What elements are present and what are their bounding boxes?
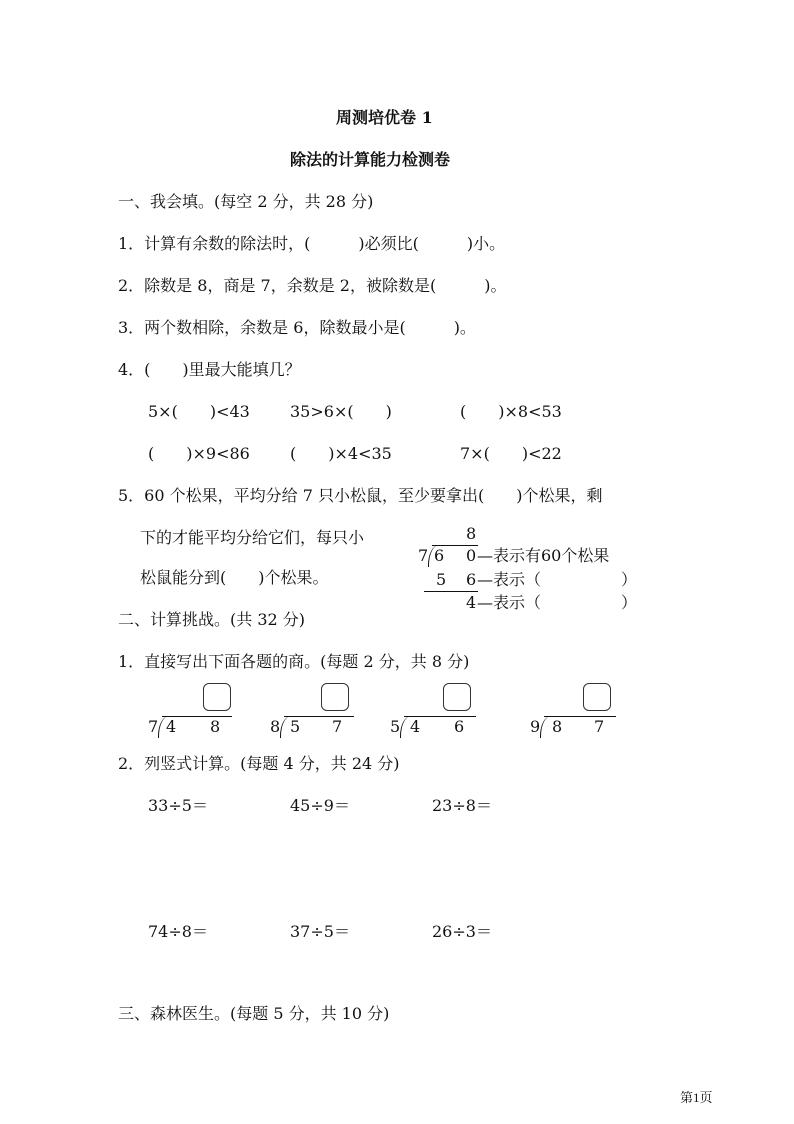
division-remainder: 4	[466, 593, 477, 612]
dividend-ones: 7	[594, 717, 605, 736]
section-2-heading: 二、计算挑战。(共 32 分)	[118, 610, 306, 629]
divisor: 8	[270, 717, 281, 736]
question-1-5-line1: 5．60 个松果，平均分给 7 只小松鼠，至少要拿出( )个松果，剩	[118, 486, 603, 505]
page-number: 第1页	[680, 1090, 713, 1105]
product-ones: 6	[466, 570, 477, 589]
question-2-2-stem: 2．列竖式计算。(每题 4 分，共 24 分)	[118, 754, 400, 773]
inequality-1: 5×( )<43	[148, 402, 250, 421]
page-subtitle: 除法的计算能力检测卷	[290, 150, 451, 169]
vertical-calc-1: 33÷5＝	[148, 796, 208, 815]
question-1-1: 1．计算有余数的除法时，( )必须比( )小。	[118, 234, 506, 253]
answer-box-3[interactable]	[443, 683, 471, 711]
inequality-2: 35>6×( )	[290, 402, 392, 421]
divisor: 5	[390, 717, 401, 736]
dividend-tens: 5	[290, 717, 301, 736]
dividend-ones: 8	[210, 717, 221, 736]
section-3-heading: 三、森林医生。(每题 5 分，共 10 分)	[118, 1004, 390, 1023]
question-1-2: 2．除数是 8，商是 7，余数是 2，被除数是( )。	[118, 276, 507, 295]
question-2-1-stem: 1．直接写出下面各题的商。(每题 2 分，共 8 分)	[118, 652, 470, 671]
answer-box-2[interactable]	[321, 683, 349, 711]
page-title: 周测培优卷 1	[336, 108, 433, 127]
division-label-2: —表示（ ）	[477, 570, 638, 589]
product-tens: 5	[436, 570, 447, 589]
dividend-ones: 7	[332, 717, 343, 736]
vertical-calc-2: 45÷9＝	[290, 796, 350, 815]
answer-box-4[interactable]	[583, 683, 611, 711]
division-label-1: —表示有60个松果	[477, 546, 610, 565]
dividend-tens: 4	[410, 717, 421, 736]
inequality-6: 7×( )<22	[460, 444, 562, 463]
question-1-4-stem: 4．( )里最大能填几？	[118, 360, 301, 379]
division-bracket	[540, 716, 551, 738]
inequality-3: ( )×8<53	[460, 402, 562, 421]
vertical-calc-3: 23÷8＝	[432, 796, 492, 815]
question-1-5-line2: 下的才能平均分给它们，每只小	[140, 528, 365, 547]
dividend-tens: 4	[166, 717, 177, 736]
section-1-heading: 一、我会填。(每空 2 分，共 28 分)	[118, 192, 374, 211]
vertical-calc-5: 37÷5＝	[290, 922, 350, 941]
division-label-3: —表示（ ）	[477, 593, 638, 612]
answer-box-1[interactable]	[203, 683, 231, 711]
question-1-5-line3: 松鼠能分到( )个松果。	[140, 568, 329, 587]
dividend-ones: 6	[454, 717, 465, 736]
question-1-3: 3．两个数相除，余数是 6，除数最小是( )。	[118, 318, 476, 337]
vertical-calc-4: 74÷8＝	[148, 922, 208, 941]
division-divisor: 7	[418, 546, 429, 565]
inequality-4: ( )×9<86	[148, 444, 250, 463]
vertical-calc-6: 26÷3＝	[432, 922, 492, 941]
inequality-5: ( )×4<35	[290, 444, 392, 463]
division-subtract-line	[424, 591, 478, 592]
division-quotient: 8	[466, 524, 477, 543]
dividend-ones: 0	[466, 546, 477, 565]
dividend-tens: 6	[434, 546, 445, 565]
dividend-tens: 8	[552, 717, 563, 736]
divisor: 7	[148, 717, 159, 736]
divisor: 9	[530, 717, 541, 736]
